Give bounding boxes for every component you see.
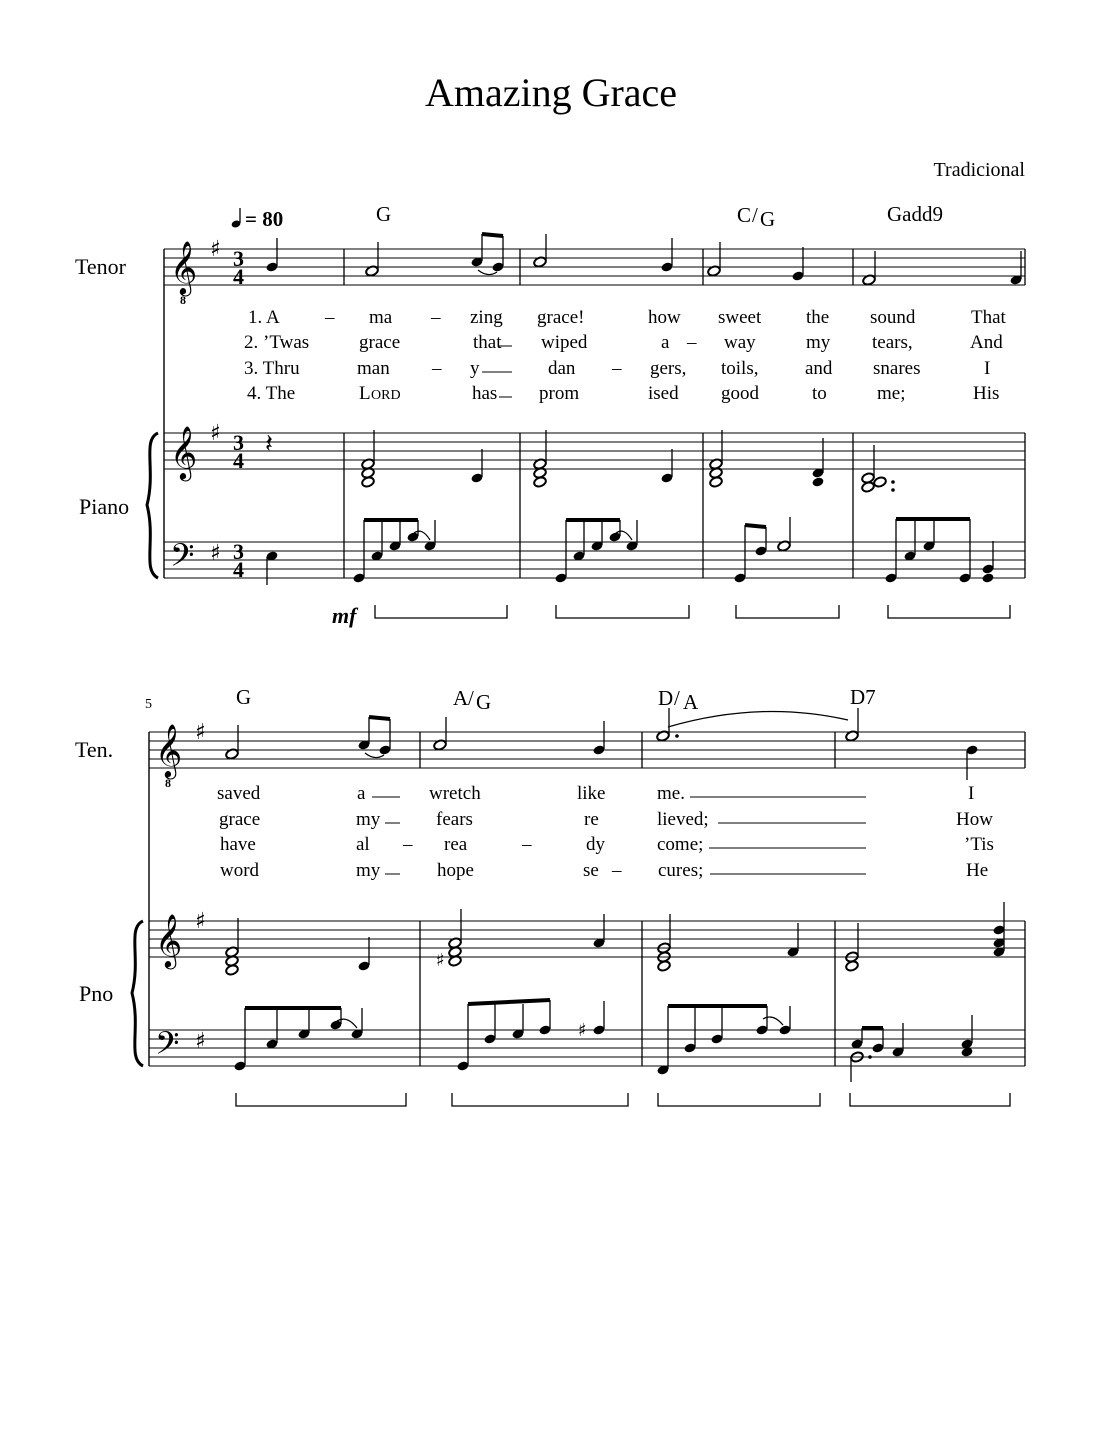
svg-text:4: 4 xyxy=(233,448,244,473)
lyric-syllable: 2. ’Twas xyxy=(244,332,310,353)
svg-text:–: – xyxy=(325,307,335,328)
svg-text:–: – xyxy=(431,307,441,328)
lyric-syllable: ised xyxy=(648,383,679,404)
lyric-syllable: I xyxy=(984,358,991,379)
lyric-syllable: lieved; xyxy=(657,809,709,830)
tempo-marking xyxy=(231,207,284,231)
time-sig-top: 3 xyxy=(233,246,244,271)
lyric-syllable: to xyxy=(812,383,827,404)
svg-text:G: G xyxy=(476,690,492,714)
tenor-staff xyxy=(149,732,1025,768)
piano-barlines xyxy=(420,921,1025,1066)
svg-text:–: – xyxy=(687,332,697,353)
dynamic-marking: mf xyxy=(332,603,357,628)
lyric-syllable: have xyxy=(220,834,256,855)
lyric-syllable: tears, xyxy=(872,332,913,353)
instrument-label-tenor: Ten. xyxy=(75,737,114,762)
lyric-syllable: my xyxy=(356,860,381,881)
lyric-syllable: gers, xyxy=(650,358,687,379)
lyric-syllable: a xyxy=(661,332,670,353)
svg-text:–: – xyxy=(522,834,532,855)
lyrics-system-2 xyxy=(217,783,994,881)
instrument-label-piano: Piano xyxy=(79,494,130,519)
tempo-value: = 80 xyxy=(245,207,284,231)
octave-mark: 8 xyxy=(180,293,186,307)
lyric-syllable: man xyxy=(357,358,390,379)
lyric-syllable: the xyxy=(806,307,830,328)
piano-barlines xyxy=(344,433,1025,578)
lyric-syllable: y xyxy=(470,358,480,379)
lyric-syllable: that xyxy=(473,332,502,353)
treble-clef-icon: 𝄞 xyxy=(155,723,183,777)
piano-brace xyxy=(147,433,158,578)
svg-text:–: – xyxy=(403,834,413,855)
lyric-syllable: ’Tis xyxy=(964,834,994,855)
svg-text:A: A xyxy=(453,686,469,710)
piano-treble-staff xyxy=(164,433,1025,469)
instrument-label-tenor: Tenor xyxy=(75,254,126,279)
lyric-syllable: and xyxy=(805,358,833,379)
lyric-syllable: rea xyxy=(444,834,468,855)
sharp-key-icon: ♯ xyxy=(195,720,206,745)
piano-brace xyxy=(132,921,143,1066)
lyrics-system-1 xyxy=(244,307,1007,404)
lyric-syllable: grace xyxy=(359,332,401,353)
lyric-syllable: fears xyxy=(436,809,473,830)
lyric-syllable: That xyxy=(971,307,1006,328)
treble-clef-icon: 𝄞 xyxy=(170,425,198,479)
svg-text:A: A xyxy=(683,690,699,714)
sharp-key-icon: ♯ xyxy=(195,1029,206,1054)
lyric-syllable: cures; xyxy=(658,860,704,881)
pedal-brackets xyxy=(236,1093,1010,1106)
svg-text:–: – xyxy=(612,860,622,881)
svg-text:/: / xyxy=(468,686,474,710)
pedal-brackets xyxy=(375,605,1010,618)
lyric-syllable: zing xyxy=(470,307,503,328)
time-sig-bottom: 4 xyxy=(233,264,244,289)
lyric-syllable: my xyxy=(806,332,831,353)
lyric-syllable: like xyxy=(577,783,606,804)
svg-text:3: 3 xyxy=(233,539,244,564)
bass-clef-icon: 𝄢 xyxy=(170,537,195,581)
lyric-syllable: wretch xyxy=(429,783,481,804)
tenor-notes xyxy=(225,708,979,780)
lyric-syllable: way xyxy=(724,332,756,353)
bass-clef-icon: 𝄢 xyxy=(155,1025,180,1069)
system-1 xyxy=(75,202,1025,628)
chord-symbol: G xyxy=(236,685,252,709)
sharp-key-icon: ♯ xyxy=(195,909,206,934)
lyric-syllable: come; xyxy=(657,834,704,855)
chord-symbol: G xyxy=(376,202,392,226)
svg-text:4: 4 xyxy=(233,557,244,582)
lyric-syllable: wiped xyxy=(541,332,588,353)
svg-text:/: / xyxy=(674,686,680,710)
svg-text:L: L xyxy=(359,383,371,404)
lyric-syllable: 3. Thru xyxy=(244,358,300,379)
lyric-syllable: hope xyxy=(437,860,474,881)
piano-bass-staff xyxy=(149,1030,1025,1066)
tenor-staff xyxy=(164,249,1025,285)
treble-clef-icon: 𝄞 xyxy=(155,913,183,967)
lyric-syllable: re xyxy=(584,809,599,830)
lyric-syllable: prom xyxy=(539,383,580,404)
svg-text:C: C xyxy=(737,203,752,227)
chord-symbol: Gadd9 xyxy=(887,202,943,226)
lyric-syllable: me. xyxy=(657,783,685,804)
lyric-syllable: And xyxy=(970,332,1003,353)
lyric-syllable: good xyxy=(721,383,759,404)
lyric-syllable: al xyxy=(356,834,370,855)
chord-symbol xyxy=(453,686,491,714)
sharp-accidental-icon: ♯ xyxy=(436,950,445,971)
lyric-syllable: sweet xyxy=(718,307,762,328)
lyric-syllable: 4. The xyxy=(247,383,296,404)
sharp-key-icon: ♯ xyxy=(210,237,221,262)
svg-text:/: / xyxy=(752,203,758,227)
lyric-syllable: me; xyxy=(877,383,906,404)
lyric-syllable: has xyxy=(472,383,498,404)
sharp-key-icon: ♯ xyxy=(210,421,221,446)
svg-text:ORD: ORD xyxy=(371,388,401,403)
tenor-notes xyxy=(265,234,1022,286)
svg-text:D: D xyxy=(658,686,674,710)
svg-text:3: 3 xyxy=(233,430,244,455)
lyric-syllable: toils, xyxy=(721,358,759,379)
lyric-small-caps xyxy=(359,383,401,404)
lyric-syllable: snares xyxy=(873,358,921,379)
lyric-syllable: 1. A xyxy=(248,307,280,328)
svg-text:–: – xyxy=(432,358,442,379)
composer: Tradicional xyxy=(933,159,1025,181)
lyric-syllable: dan xyxy=(548,358,576,379)
lyric-syllable: saved xyxy=(217,783,261,804)
chord-symbol xyxy=(658,686,699,714)
lyric-syllable: se xyxy=(583,860,599,881)
lyric-syllable: grace! xyxy=(537,307,585,328)
piano-treble-staff xyxy=(149,921,1025,957)
score-title: Amazing Grace xyxy=(424,70,678,115)
lyric-syllable: dy xyxy=(586,834,605,855)
lyric-syllable: He xyxy=(966,860,989,881)
measure-number: 5 xyxy=(145,697,152,712)
lyric-syllable: sound xyxy=(870,307,916,328)
quarter-rest-icon: 𝄽 xyxy=(265,429,273,459)
lyric-syllable: ma xyxy=(369,307,393,328)
piano-bass-notes xyxy=(233,1000,973,1082)
lyric-syllable: my xyxy=(356,809,381,830)
svg-text:8: 8 xyxy=(165,776,171,790)
instrument-label-piano: Pno xyxy=(79,981,114,1006)
lyric-syllable: a xyxy=(357,783,366,804)
piano-treble-notes xyxy=(265,429,895,493)
lyric-syllable: His xyxy=(973,383,1000,404)
lyric-syllable: grace xyxy=(219,809,261,830)
chord-symbol: D7 xyxy=(850,685,876,709)
system-2 xyxy=(75,685,1025,1106)
lyric-syllable: How xyxy=(956,809,993,830)
svg-text:–: – xyxy=(612,358,622,379)
svg-text:G: G xyxy=(760,207,776,231)
lyric-syllable: word xyxy=(220,860,260,881)
sharp-accidental-icon: ♯ xyxy=(578,1020,587,1041)
lyric-syllable: how xyxy=(648,307,681,328)
lyric-syllable: I xyxy=(968,783,975,804)
treble-clef-icon: 𝄞 xyxy=(170,240,198,294)
chord-symbol xyxy=(737,203,775,231)
sharp-key-icon: ♯ xyxy=(210,541,221,566)
